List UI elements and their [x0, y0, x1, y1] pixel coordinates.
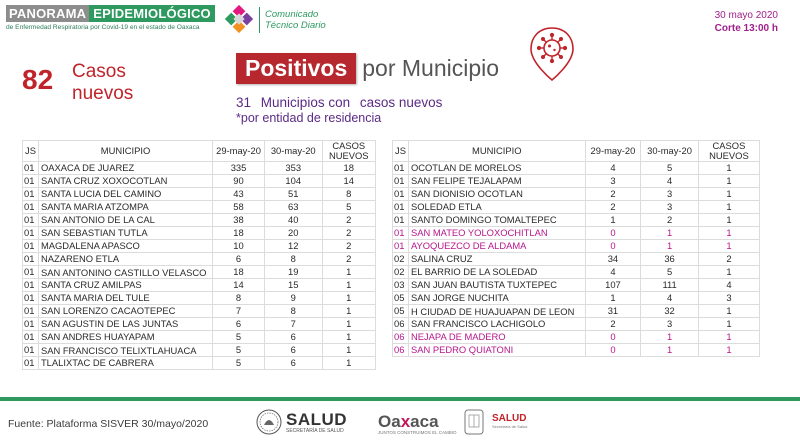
- cell-js: 01: [23, 357, 39, 370]
- table-row: [23, 305, 376, 318]
- table-header-row: [23, 141, 376, 162]
- cell-municipio: SALINA CRUZ: [408, 253, 585, 266]
- cell-municipio: H CIUDAD DE HUAJUAPAN DE LEON: [408, 305, 585, 318]
- header-date1: 29-may-20: [213, 141, 265, 162]
- cell-date1: 43: [213, 188, 265, 201]
- cell-nuevos: 2: [698, 253, 759, 266]
- cell-nuevos: 1: [698, 331, 759, 344]
- cell-nuevos: 2: [322, 227, 376, 240]
- cell-municipio: SAN FRANCISCO LACHIGOLO: [408, 318, 585, 331]
- new-cases-label-line2: nuevos: [72, 83, 134, 104]
- table-row: [393, 240, 760, 253]
- cell-date2: 1: [641, 227, 699, 240]
- cell-js: 01: [393, 201, 409, 214]
- cell-nuevos: 2: [322, 240, 376, 253]
- salud-estatal-sub: Secretaría de Salud: [492, 424, 528, 429]
- cell-date1: 0: [585, 227, 641, 240]
- municipios-table-right: [392, 140, 760, 357]
- table-row: [23, 279, 376, 292]
- salud-federal-sub: SECRETARÍA DE SALUD: [286, 427, 344, 434]
- cell-js: 01: [23, 305, 39, 318]
- cell-date1: 6: [213, 253, 265, 266]
- cell-municipio: SAN LORENZO CACAOTEPEC: [38, 305, 212, 318]
- cell-date1: 1: [585, 292, 641, 305]
- oaxaca-logo: [378, 413, 457, 435]
- cell-date2: 36: [641, 253, 699, 266]
- cell-nuevos: 1: [698, 214, 759, 227]
- cell-nuevos: 1: [698, 266, 759, 279]
- cell-nuevos: 1: [698, 305, 759, 318]
- cell-date1: 4: [585, 266, 641, 279]
- salud-estatal-text: SALUD: [492, 413, 527, 424]
- cell-municipio: EL BARRIO DE LA SOLEDAD: [408, 266, 585, 279]
- cell-date2: 6: [264, 331, 322, 344]
- cell-date1: 58: [213, 201, 265, 214]
- table-row: [393, 253, 760, 266]
- header-date1: 29-may-20: [585, 141, 641, 162]
- cell-js: 01: [393, 162, 409, 175]
- table-row: [393, 292, 760, 305]
- cell-municipio: SANTA CRUZ AMILPAS: [38, 279, 212, 292]
- cell-js: 01: [393, 214, 409, 227]
- brand-subtitle: de Enfermedad Respiratoria por Covid-19 en el estado de Oaxaca: [6, 24, 200, 31]
- cell-js: 01: [23, 240, 39, 253]
- cell-nuevos: 1: [698, 240, 759, 253]
- cell-municipio: AYOQUEZCO DE ALDAMA: [408, 240, 585, 253]
- cell-js: 01: [23, 214, 39, 227]
- page-title: [236, 53, 499, 84]
- cell-date1: 14: [213, 279, 265, 292]
- cell-date1: 2: [585, 318, 641, 331]
- mexico-seal-icon: [256, 409, 282, 435]
- cell-municipio: SANTO DOMINGO TOMALTEPEC: [408, 214, 585, 227]
- municipios-text1: Municipios con: [260, 95, 351, 110]
- comunicado-line2: Técnico Diario: [265, 20, 326, 31]
- cell-date2: 9: [264, 292, 322, 305]
- report-date: [715, 9, 778, 35]
- cell-municipio: SAN ANTONINO CASTILLO VELASCO: [38, 266, 212, 279]
- table-row: [23, 292, 376, 305]
- cell-date2: 63: [264, 201, 322, 214]
- comunicado-line1: Comunicado: [265, 9, 319, 20]
- cell-municipio: OAXACA DE JUAREZ: [38, 162, 212, 175]
- cell-date1: 1: [585, 214, 641, 227]
- cell-date2: 4: [641, 292, 699, 305]
- table-row: [23, 214, 376, 227]
- salud-federal-logo: [256, 409, 347, 435]
- table-row: [23, 318, 376, 331]
- cell-date1: 10: [213, 240, 265, 253]
- cell-js: 01: [23, 201, 39, 214]
- cell-date2: 104: [264, 175, 322, 188]
- cell-date2: 1: [641, 344, 699, 357]
- cell-js: 01: [23, 266, 39, 279]
- table-row: [393, 201, 760, 214]
- header-js: JS: [393, 141, 409, 162]
- cell-date1: 0: [585, 331, 641, 344]
- cell-municipio: TLALIXTAC DE CABRERA: [38, 357, 212, 370]
- table-header-row: [393, 141, 760, 162]
- table-row: [393, 344, 760, 357]
- cell-municipio: SANTA MARIA DEL TULE: [38, 292, 212, 305]
- cell-date2: 1: [641, 331, 699, 344]
- municipios-count: 31: [236, 95, 252, 110]
- cell-js: 01: [23, 227, 39, 240]
- cell-nuevos: 1: [698, 201, 759, 214]
- cell-js: 05: [393, 292, 409, 305]
- cell-js: 06: [393, 318, 409, 331]
- table-row: [393, 227, 760, 240]
- cell-js: 01: [23, 253, 39, 266]
- cell-municipio: SAN SEBASTIAN TUTLA: [38, 227, 212, 240]
- cell-nuevos: 5: [322, 201, 376, 214]
- cell-js: 06: [393, 331, 409, 344]
- cell-date1: 18: [213, 266, 265, 279]
- table-row: [23, 344, 376, 357]
- cell-nuevos: 1: [698, 175, 759, 188]
- cell-nuevos: 2: [322, 214, 376, 227]
- cell-date2: 4: [641, 175, 699, 188]
- cell-municipio: SAN AGUSTIN DE LAS JUNTAS: [38, 318, 212, 331]
- cell-date1: 8: [213, 292, 265, 305]
- header-nuevos: [322, 141, 376, 162]
- cell-date1: 18: [213, 227, 265, 240]
- cell-date1: 3: [585, 175, 641, 188]
- cell-municipio: SOLEDAD ETLA: [408, 201, 585, 214]
- cell-date2: 6: [264, 357, 322, 370]
- title-highlight: Positivos: [236, 53, 356, 84]
- header-municipio: MUNICIPIO: [38, 141, 212, 162]
- cell-js: 01: [393, 240, 409, 253]
- cell-js: 02: [393, 266, 409, 279]
- cell-js: 03: [393, 279, 409, 292]
- cell-municipio: SANTA MARIA ATZOMPA: [38, 201, 212, 214]
- table-row: [393, 162, 760, 175]
- cell-nuevos: 1: [698, 188, 759, 201]
- footer-divider: [0, 397, 800, 401]
- residencia-note: *por entidad de residencia: [236, 111, 382, 125]
- header-date2: 30-may-20: [641, 141, 699, 162]
- cell-municipio: SAN MATEO YOLOXOCHITLAN: [408, 227, 585, 240]
- cell-date2: 5: [641, 162, 699, 175]
- table-row: [393, 305, 760, 318]
- cell-js: 01: [23, 162, 39, 175]
- cell-nuevos: 1: [322, 344, 376, 357]
- cell-date2: 19: [264, 266, 322, 279]
- cell-nuevos: 18: [322, 162, 376, 175]
- cell-municipio: NEJAPA DE MADERO: [408, 331, 585, 344]
- header-nuevos-line2: NUEVOS: [328, 150, 369, 161]
- oaxaca-text: Oaxaca: [378, 412, 439, 431]
- cell-js: 06: [393, 344, 409, 357]
- cell-js: 01: [23, 318, 39, 331]
- comunicado-label: [265, 9, 326, 31]
- cell-municipio: SAN ANDRES HUAYAPAM: [38, 331, 212, 344]
- table-row: [393, 318, 760, 331]
- cell-js: 01: [23, 279, 39, 292]
- cell-js: 01: [23, 188, 39, 201]
- municipios-text2: casos nuevos: [359, 95, 443, 110]
- cell-municipio: SAN FRANCISCO TELIXTLAHUACA: [38, 344, 212, 357]
- cell-date2: 15: [264, 279, 322, 292]
- cell-js: 01: [23, 331, 39, 344]
- cell-js: 01: [23, 175, 39, 188]
- table-row: [23, 266, 376, 279]
- cell-municipio: SAN DIONISIO OCOTLAN: [408, 188, 585, 201]
- header-divider: [259, 7, 260, 33]
- report-date-text: 30 mayo 2020: [714, 10, 778, 21]
- cell-js: 01: [393, 175, 409, 188]
- cell-nuevos: 4: [698, 279, 759, 292]
- cell-date1: 38: [213, 214, 265, 227]
- cell-nuevos: 1: [698, 318, 759, 331]
- cell-date1: 7: [213, 305, 265, 318]
- cell-municipio: SAN JORGE NUCHITA: [408, 292, 585, 305]
- cell-date2: 3: [641, 318, 699, 331]
- cell-date1: 4: [585, 162, 641, 175]
- header-nuevos-line1: CASOS: [332, 140, 366, 151]
- cell-date1: 2: [585, 188, 641, 201]
- cell-date1: 0: [585, 344, 641, 357]
- cell-date1: 0: [585, 240, 641, 253]
- cell-nuevos: 1: [322, 305, 376, 318]
- cell-js: 01: [393, 188, 409, 201]
- cell-date2: 40: [264, 214, 322, 227]
- table-row: [393, 188, 760, 201]
- cell-nuevos: 1: [698, 162, 759, 175]
- cell-nuevos: 3: [698, 292, 759, 305]
- oaxaca-seal-icon: [462, 408, 486, 436]
- cell-nuevos: 2: [322, 253, 376, 266]
- table-row: [23, 253, 376, 266]
- cell-date2: 8: [264, 253, 322, 266]
- cell-municipio: SAN ANTONIO DE LA CAL: [38, 214, 212, 227]
- cell-nuevos: 8: [322, 188, 376, 201]
- salud-estatal-logo: [492, 413, 527, 429]
- oaxaca-sub: JUNTOS CONSTRUIMOS EL CAMBIO: [378, 430, 457, 435]
- cell-nuevos: 1: [698, 344, 759, 357]
- cell-js: 01: [393, 227, 409, 240]
- cell-nuevos: 1: [322, 292, 376, 305]
- cell-municipio: NAZARENO ETLA: [38, 253, 212, 266]
- cell-date1: 335: [213, 162, 265, 175]
- cell-js: 01: [23, 344, 39, 357]
- cell-nuevos: 1: [698, 227, 759, 240]
- cell-date1: 5: [213, 357, 265, 370]
- new-cases-label: [72, 61, 133, 105]
- cell-date2: 20: [264, 227, 322, 240]
- cell-date2: 111: [641, 279, 699, 292]
- cell-date1: 2: [585, 201, 641, 214]
- virus-location-pin-icon: [527, 25, 577, 83]
- table-row: [393, 331, 760, 344]
- cell-date2: 51: [264, 188, 322, 201]
- municipios-summary: [236, 95, 448, 110]
- cell-municipio: SAN JUAN BAUTISTA TUXTEPEC: [408, 279, 585, 292]
- table-row: [393, 266, 760, 279]
- brand-logo: [6, 5, 220, 31]
- cell-date2: 12: [264, 240, 322, 253]
- cell-date1: 5: [213, 331, 265, 344]
- report-corte: Corte 13:00 h: [714, 23, 778, 34]
- cell-date2: 3: [641, 188, 699, 201]
- municipios-table-left: [22, 140, 376, 370]
- header-js: JS: [23, 141, 39, 162]
- header-municipio: MUNICIPIO: [408, 141, 585, 162]
- cell-date1: 6: [213, 318, 265, 331]
- cell-municipio: SANTA LUCIA DEL CAMINO: [38, 188, 212, 201]
- cell-nuevos: 1: [322, 331, 376, 344]
- new-cases-label-line1: Casos: [72, 61, 126, 82]
- table-row: [23, 188, 376, 201]
- title-rest: por Municipio: [362, 55, 500, 81]
- cell-date2: 5: [641, 266, 699, 279]
- cell-date1: 31: [585, 305, 641, 318]
- cell-municipio: MAGDALENA APASCO: [38, 240, 212, 253]
- cell-js: 01: [23, 292, 39, 305]
- cell-js: 05: [393, 305, 409, 318]
- table-row: [23, 331, 376, 344]
- brand-epidemiologico: EPIDEMIOLÓGICO: [89, 5, 215, 22]
- cell-date2: 8: [264, 305, 322, 318]
- table-row: [23, 201, 376, 214]
- table-row: [23, 357, 376, 370]
- cell-municipio: SAN PEDRO QUIATONI: [408, 344, 585, 357]
- table-row: [393, 279, 760, 292]
- cell-date2: 3: [641, 201, 699, 214]
- cell-date1: 5: [213, 344, 265, 357]
- cell-date2: 6: [264, 344, 322, 357]
- cell-municipio: SANTA CRUZ XOXOCOTLAN: [38, 175, 212, 188]
- brand-panorama: PANORAMA: [6, 5, 89, 22]
- header-nuevos-line1: CASOS: [712, 140, 746, 151]
- cell-date2: 1: [641, 240, 699, 253]
- table-row: [23, 227, 376, 240]
- table-row: [393, 214, 760, 227]
- header-nuevos-line2: NUEVOS: [709, 150, 749, 161]
- logo-mosaic-icon: [224, 4, 254, 34]
- source-note: Fuente: Plataforma SISVER 30/mayo/2020: [8, 418, 209, 430]
- cell-date2: 2: [641, 214, 699, 227]
- table-row: [23, 240, 376, 253]
- cell-municipio: SAN FELIPE TEJALAPAM: [408, 175, 585, 188]
- table-row: [23, 162, 376, 175]
- new-cases-count: 82: [22, 64, 54, 95]
- cell-date2: 32: [641, 305, 699, 318]
- table-row: [393, 175, 760, 188]
- cell-nuevos: 1: [322, 357, 376, 370]
- cell-nuevos: 1: [322, 318, 376, 331]
- cell-date2: 7: [264, 318, 322, 331]
- cell-date1: 34: [585, 253, 641, 266]
- cell-nuevos: 14: [322, 175, 376, 188]
- table-row: [23, 175, 376, 188]
- header-date2: 30-may-20: [264, 141, 322, 162]
- cell-date1: 90: [213, 175, 265, 188]
- salud-federal-text: SALUD: [286, 409, 348, 429]
- cell-date1: 107: [585, 279, 641, 292]
- cell-municipio: OCOTLAN DE MORELOS: [408, 162, 585, 175]
- cell-date2: 353: [264, 162, 322, 175]
- cell-js: 02: [393, 253, 409, 266]
- cell-nuevos: 1: [322, 279, 376, 292]
- cell-nuevos: 1: [322, 266, 376, 279]
- header-nuevos: [698, 141, 759, 162]
